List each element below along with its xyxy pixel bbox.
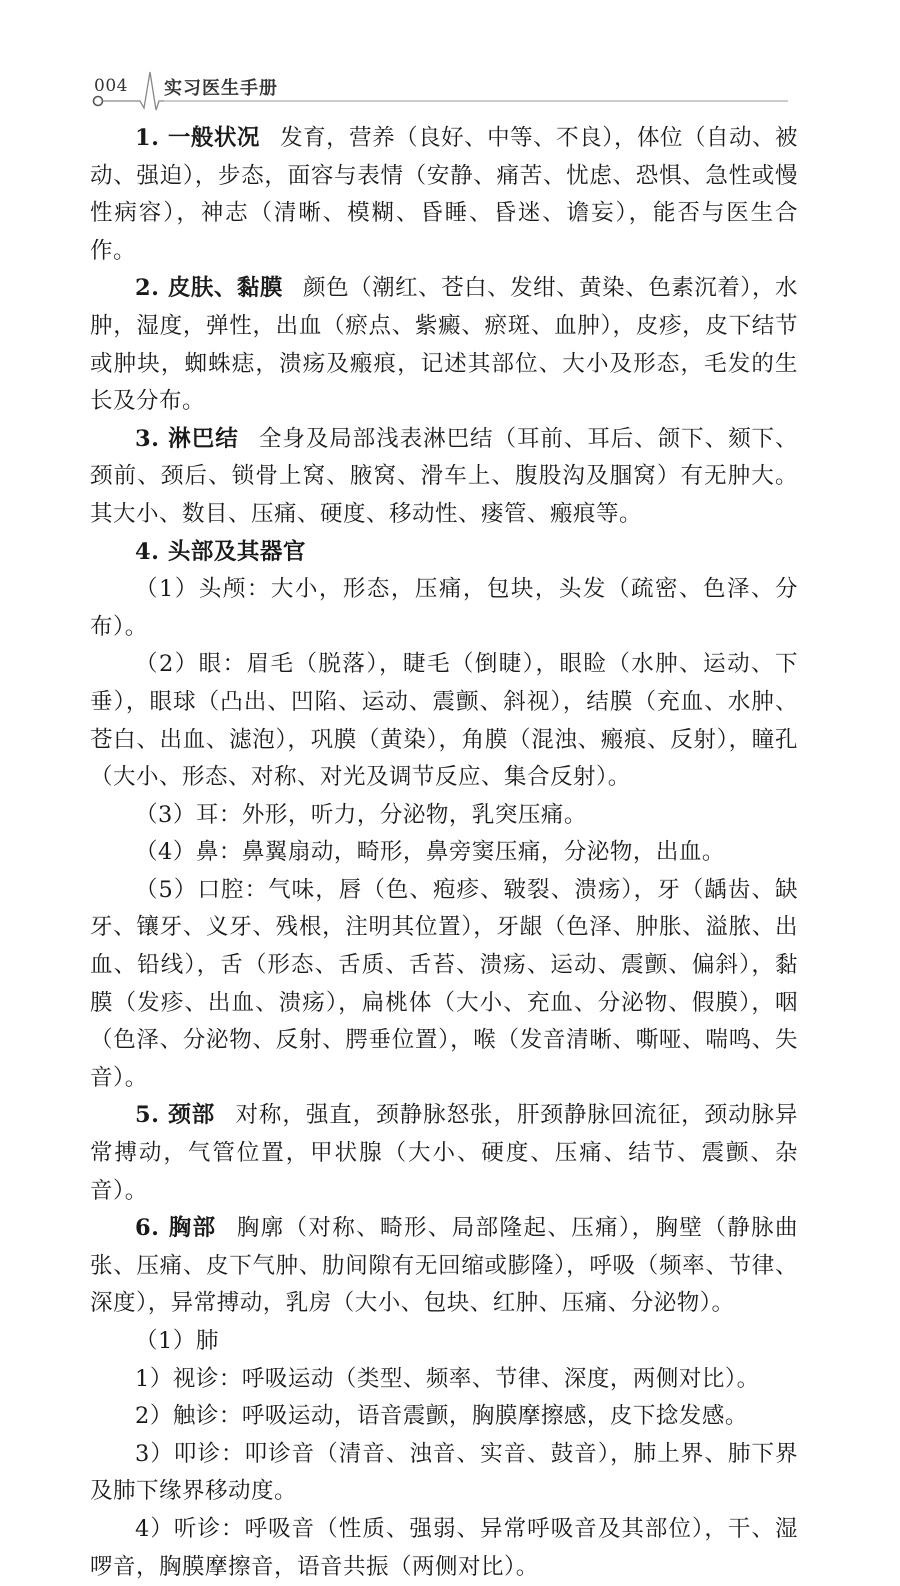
paragraph-lymph-nodes <box>90 421 798 534</box>
page-body <box>90 120 798 1586</box>
section-text: 对称，强直，颈静脉怒张，肝颈静脉回流征，颈动脉异常搏动，气管位置，甲状腺（大小、硬度、压痛、结节、震颤、杂音）。 <box>90 1102 798 1204</box>
paragraph-general-condition <box>90 120 798 270</box>
paragraph-ears <box>90 797 798 835</box>
paragraph-nose <box>90 834 798 872</box>
section-text: 胸廓（对称、畸形、局部隆起、压痛），胸壁（静脉曲张、压痛、皮下气肿、肋间隙有无回缩或膨隆），呼吸（频率、节律、深度），异常搏动，乳房（大小、包块、红肿、压痛、分泌物）。 <box>90 1215 798 1317</box>
section-heading: 6. 胸部 <box>135 1215 217 1242</box>
section-text: 4）听诊：呼吸音（性质、强弱、异常呼吸音及其部位），干、湿啰音，胸膜摩擦音，语音共振（两侧对比）。 <box>90 1515 798 1580</box>
running-header <box>90 68 790 114</box>
paragraph-skull <box>90 571 798 646</box>
section-text: （4）鼻：鼻翼扇动，畸形，鼻旁窦压痛，分泌物，出血。 <box>135 839 725 866</box>
section-heading: 2. 皮肤、黏膜 <box>135 275 283 302</box>
section-text: 3）叩诊：叩诊音（清音、浊音、实音、鼓音），肺上界、肺下界及肺下缘界移动度。 <box>90 1440 798 1505</box>
section-text: 全身及局部浅表淋巴结（耳前、耳后、颌下、颏下、颈前、颈后、锁骨上窝、腋窝、滑车上、腹股沟及腘窝）有无肿大。其大小、数目、压痛、硬度、移动性、瘘管、瘢痕等。 <box>90 425 798 527</box>
section-text: （2）眼：眉毛（脱落），睫毛（倒睫），眼睑（水肿、运动、下垂），眼球（凸出、凹陷、运动、震颤、斜视），结膜（充血、水肿、苍白、出血、滤泡），巩膜（黄染），角膜（混浊、瘢痕、反射），瞳孔（大小、形态、对称、对光及调节反应、集合反射）。 <box>90 651 798 791</box>
book-title: 实习医生手册 <box>164 78 278 99</box>
section-text: 1）视诊：呼吸运动（类型、频率、节律、深度，两侧对比）。 <box>135 1365 760 1392</box>
section-heading: 3. 淋巴结 <box>135 425 239 452</box>
paragraph-chest <box>90 1210 798 1323</box>
paragraph-oral-cavity <box>90 872 798 1098</box>
section-text: （1）头颅：大小，形态，压痛，包块，头发（疏密、色泽、分布）。 <box>90 576 798 640</box>
section-heading: 4. 头部及其器官 <box>135 538 306 565</box>
page-number: 004 <box>94 76 128 96</box>
section-text: 发育，营养（良好、中等、不良），体位（自动、被动、强迫），步态，面容与表情（安静、痛苦、忧虑、恐惧、急性或慢性病容），神志（清晰、模糊、昏睡、昏迷、谵妄），能否与医生合作。 <box>90 125 798 264</box>
section-heading: 1. 一般状况 <box>135 125 260 151</box>
section-text: （5）口腔：气味，唇（色、疱疹、皲裂、溃疡），牙（龋齿、缺牙、镶牙、义牙、残根，注明其位置），牙龈（色泽、肿胀、溢脓、出血、铅线），舌（形态、舌质、舌苔、溃疡、运动、震颤、偏斜），黏膜（发疹、出血、溃疡），扁桃体（大小、充血、分泌物、假膜），咽（色泽、分泌物、反射、腭垂位置），喉（发音清晰、嘶哑、喘鸣、失音）。 <box>90 876 798 1091</box>
paragraph-skin-mucosa <box>90 270 798 420</box>
section-text: 颜色（潮红、苍白、发绀、黄染、色素沉着），水肿，湿度，弹性，出血（瘀点、紫癜、瘀斑、血肿），皮疹，皮下结节或肿块，蜘蛛痣，溃疡及瘢痕，记述其部位、大小及形态，毛发的生长及分布。 <box>90 275 798 415</box>
paragraph-inspection <box>90 1361 798 1399</box>
paragraph-neck <box>90 1097 798 1210</box>
paragraph-percussion <box>90 1436 798 1511</box>
paragraph-auscultation <box>90 1511 798 1586</box>
section-text: 2）触诊：呼吸运动，语音震颤，胸膜摩擦感，皮下捻发感。 <box>135 1403 748 1430</box>
paragraph-eyes <box>90 646 798 796</box>
paragraph-lungs <box>90 1323 798 1361</box>
paragraph-head-organs <box>90 534 798 572</box>
section-heading: 5. 颈部 <box>135 1102 216 1129</box>
paragraph-palpation <box>90 1398 798 1436</box>
section-text: （1）肺 <box>135 1328 219 1354</box>
section-text: （3）耳：外形，听力，分泌物，乳突压痛。 <box>135 801 587 828</box>
